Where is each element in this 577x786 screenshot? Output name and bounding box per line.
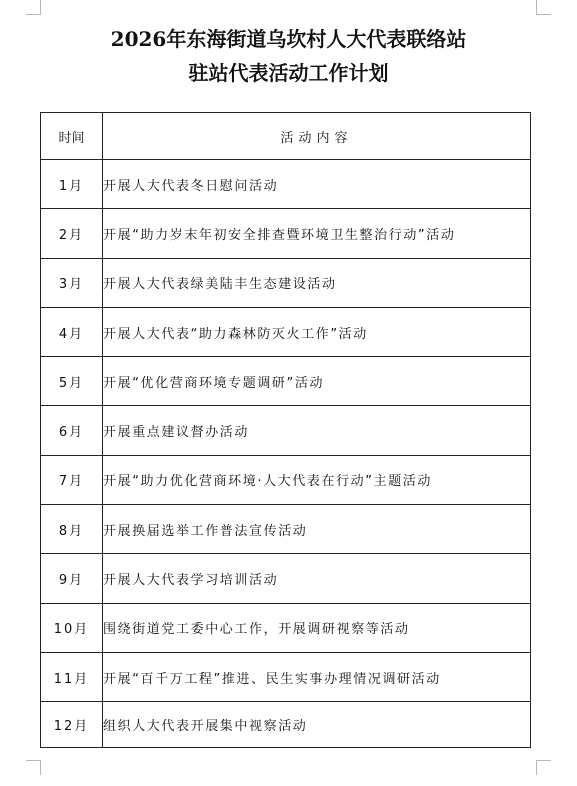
crop-mark-top-right [536,0,551,15]
crop-mark-top-left [26,0,41,15]
activity-cell: 开展人大代表学习培训活动 [103,554,531,603]
table-row [41,652,531,701]
table-row [41,357,531,406]
activity-cell: 开展换届选举工作普法宣传活动 [103,505,531,554]
activity-cell: 开展人大代表冬日慰问活动 [103,160,531,209]
activity-plan-table [40,112,531,748]
document-title-line-1: 2026年东海街道乌坎村人大代表联络站 [110,27,467,51]
table-header-row [41,113,531,160]
document-title-line-2: 驻站代表活动工作计划 [188,61,389,85]
activity-cell: 开展“助力优化营商环境·人大代表在行动”主题活动 [103,455,531,504]
header-activity: 活动内容 [103,113,531,160]
table-row [41,603,531,652]
month-cell: 3月 [41,258,103,307]
month-cell: 8月 [41,505,103,554]
month-cell: 10月 [41,603,103,652]
month-cell: 4月 [41,307,103,356]
activity-cell: 开展“助力岁末年初安全排查暨环境卫生整治行动”活动 [103,209,531,258]
table-row [41,702,531,748]
month-cell: 6月 [41,406,103,455]
activity-cell: 组织人大代表开展集中视察活动 [103,702,531,748]
month-cell: 5月 [41,357,103,406]
table-row [41,209,531,258]
crop-mark-bottom-right [536,760,551,775]
month-cell: 12月 [41,702,103,748]
month-cell: 2月 [41,209,103,258]
activity-cell: 开展“优化营商环境专题调研”活动 [103,357,531,406]
activity-cell: 开展“百千万工程”推进、民生实事办理情况调研活动 [103,652,531,701]
table-row [41,505,531,554]
activity-cell: 开展重点建议督办活动 [103,406,531,455]
activity-cell: 开展人大代表“助力森林防灭火工作”活动 [103,307,531,356]
month-cell: 7月 [41,455,103,504]
crop-mark-bottom-left [26,760,41,775]
activity-cell: 开展人大代表绿美陆丰生态建设活动 [103,258,531,307]
table-row [41,307,531,356]
month-cell: 1月 [41,160,103,209]
table-row [41,160,531,209]
activity-cell: 围绕街道党工委中心工作，开展调研视察等活动 [103,603,531,652]
table-row [41,406,531,455]
table-row [41,258,531,307]
month-cell: 9月 [41,554,103,603]
table-row [41,455,531,504]
table-row [41,554,531,603]
month-cell: 11月 [41,652,103,701]
header-time: 时间 [41,113,103,160]
